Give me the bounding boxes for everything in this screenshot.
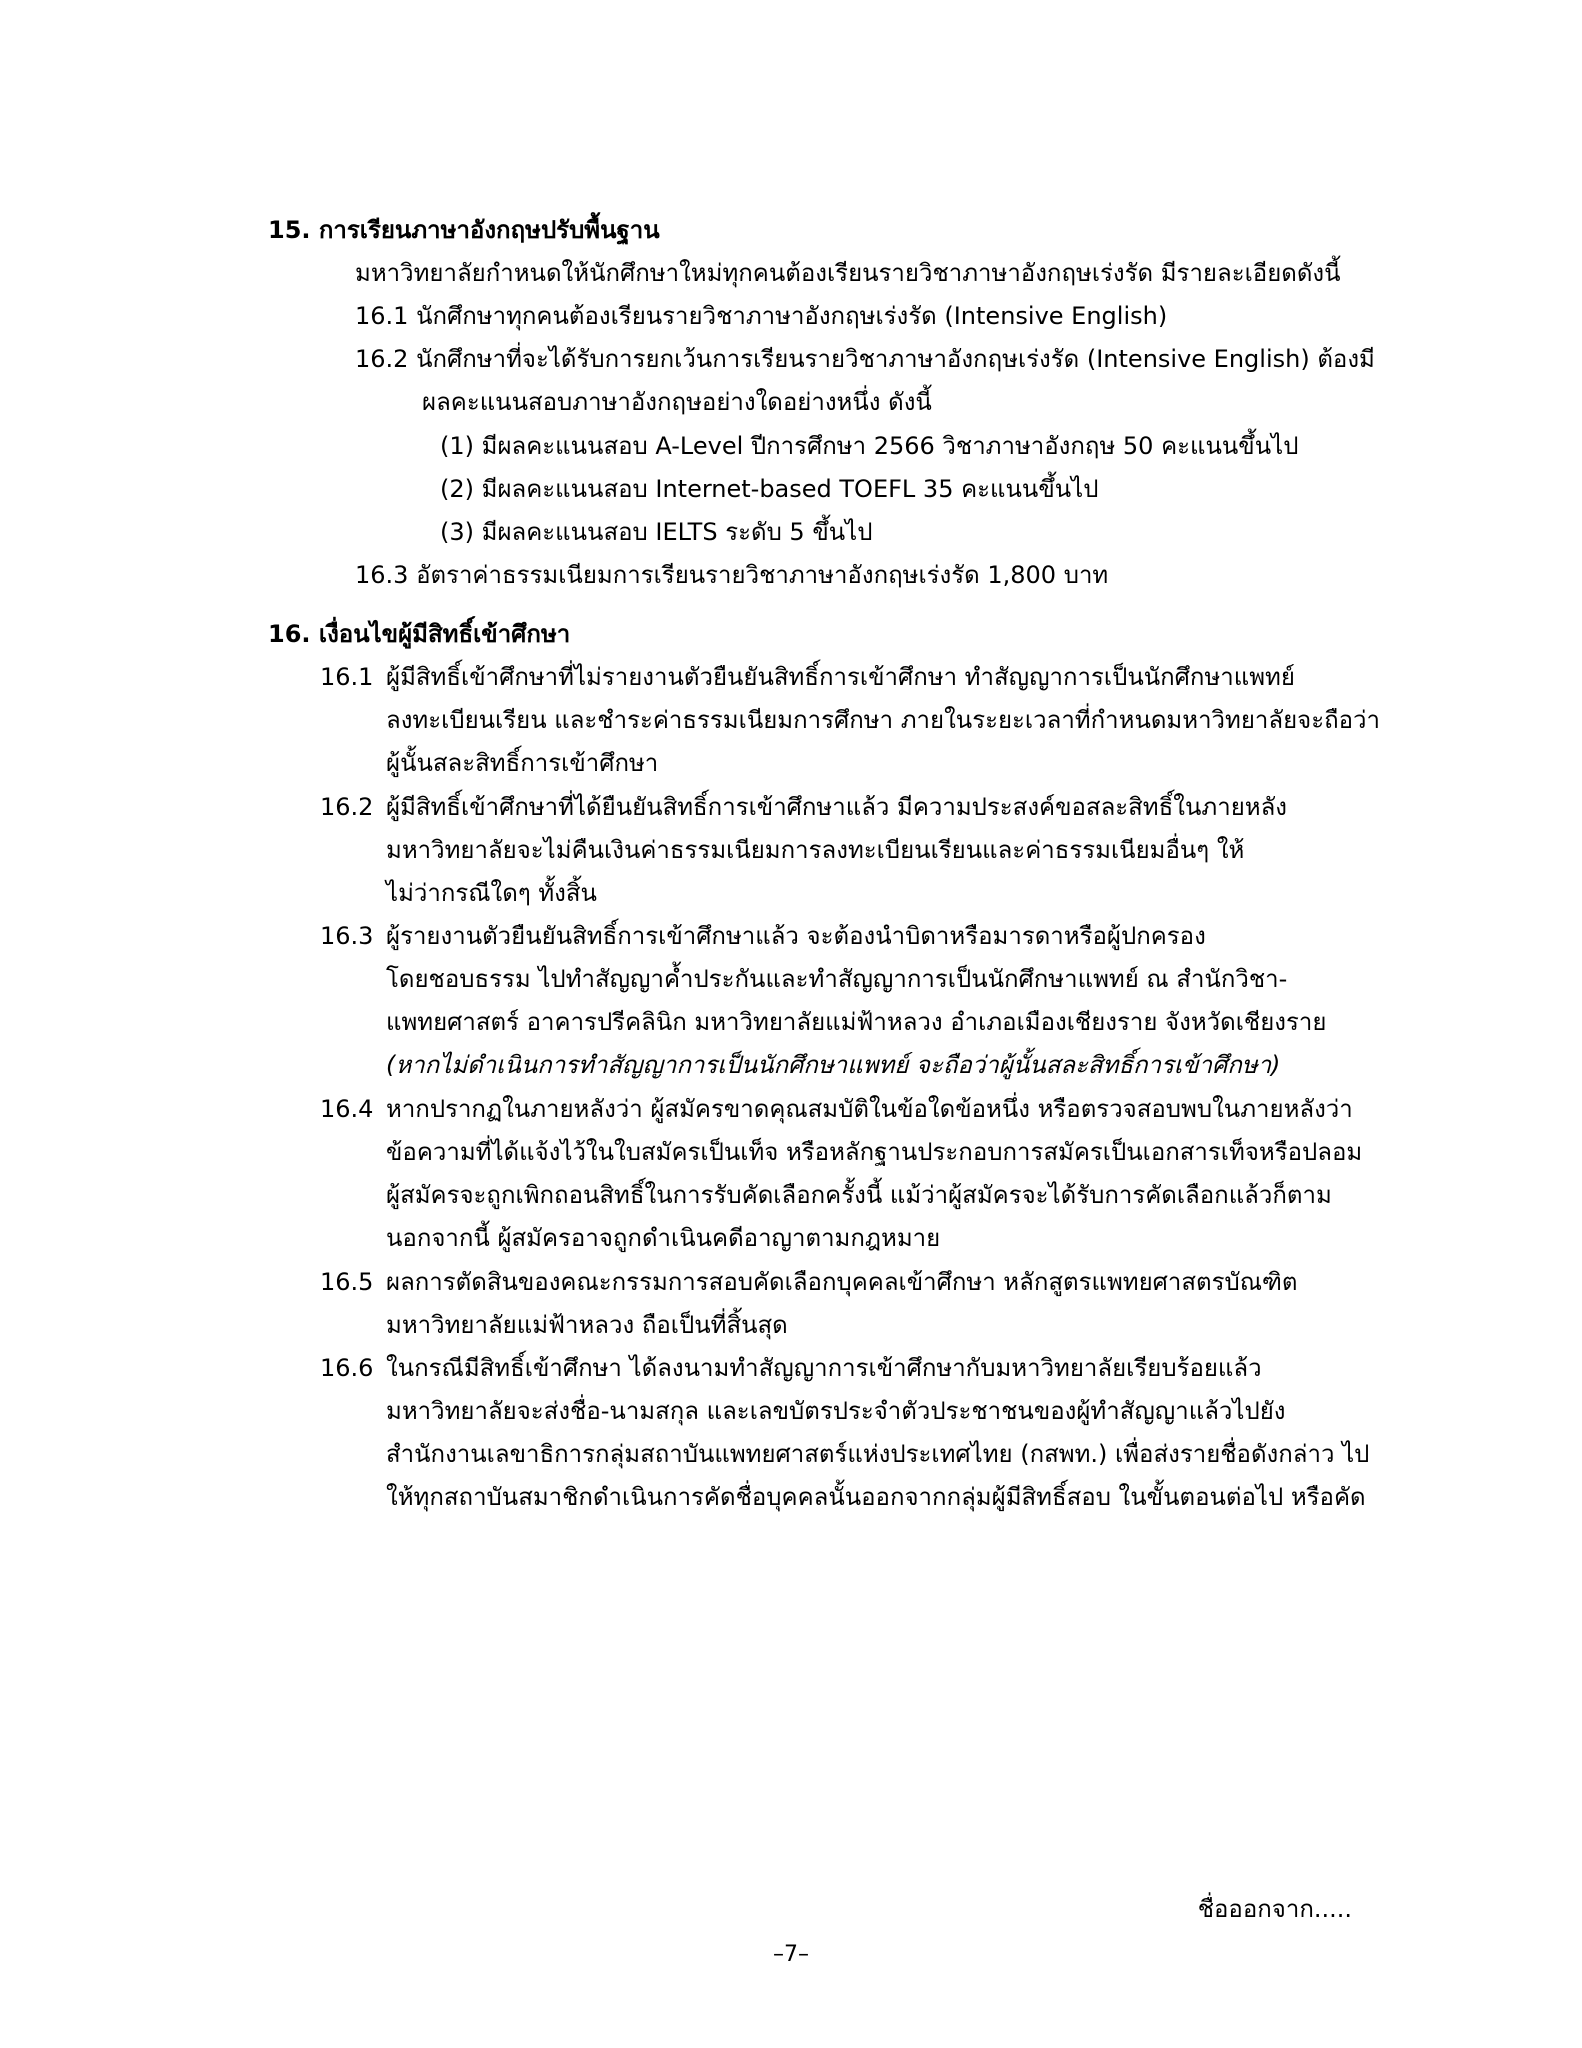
section-16-item-number: 16.6 xyxy=(320,1354,374,1382)
section-16-item-1-line: ผู้นั้นสละสิทธิ์การเข้าศึกษา xyxy=(386,749,659,777)
section-16-item-3-line: ผู้รายงานตัวยืนยันสิทธิ์การเข้าศึกษาแล้ว จะต้องนำบิดาหรือมารดาหรือผู้ปกครอง xyxy=(386,922,1206,950)
section-16-item-6-line: สำนักงานเลขาธิการกลุ่มสถาบันแพทยศาสตร์แห่งประเทศไทย (กสพท.) เพื่อส่งรายชื่อดังกล่าว ไป xyxy=(386,1440,1370,1468)
section-16-item-number: 16.4 xyxy=(320,1095,374,1123)
section-16-item-2-line: ไม่ว่ากรณีใดๆ ทั้งสิ้น xyxy=(386,879,597,907)
section-16-item-5-line: ผลการตัดสินของคณะกรรมการสอบคัดเลือกบุคคลเข้าศึกษา หลักสูตรแพทยศาสตรบัณฑิต xyxy=(386,1268,1298,1296)
section-16-item-number: 16.3 xyxy=(320,922,374,950)
section-15-item-2-line-2: ผลคะแนนสอบภาษาอังกฤษอย่างใดอย่างหนึ่ง ดังนี้ xyxy=(422,388,932,416)
section-16-item-4-line: นอกจากนี้ ผู้สมัครอาจถูกดำเนินคดีอาญาตามกฎหมาย xyxy=(386,1224,941,1252)
section-16-item-3-note: (หากไม่ดำเนินการทำสัญญาการเป็นนักศึกษาแพทย์ จะถือว่าผู้นั้นสละสิทธิ์การเข้าศึกษา) xyxy=(386,1051,1281,1079)
section-15-sub-item-1: (1) มีผลคะแนนสอบ A-Level ปีการศึกษา 2566 วิชาภาษาอังกฤษ 50 คะแนนขึ้นไป xyxy=(440,432,1299,460)
section-16-item-6-line: ให้ทุกสถาบันสมาชิกดำเนินการคัดชื่อบุคคลนั้นออกจากกลุ่มผู้มีสิทธิ์สอบ ในขั้นตอนต่อไป หรือคัด xyxy=(386,1483,1366,1511)
section-15-item-1: 16.1 นักศึกษาทุกคนต้องเรียนรายวิชาภาษาอังกฤษเร่งรัด (Intensive English) xyxy=(355,302,1168,330)
section-16-item-3-line: แพทยศาสตร์ อาคารปรีคลินิก มหาวิทยาลัยแม่ฟ้าหลวง อำเภอเมืองเชียงราย จังหวัดเชียงราย xyxy=(386,1008,1327,1036)
page-number: –7– xyxy=(773,1942,809,1967)
section-16-item-number: 16.1 xyxy=(320,663,374,691)
section-16-item-4-line: หากปรากฏในภายหลังว่า ผู้สมัครขาดคุณสมบัติในข้อใดข้อหนึ่ง หรือตรวจสอบพบในภายหลังว่า xyxy=(386,1095,1353,1123)
section-16-item-6-line: มหาวิทยาลัยจะส่งชื่อ-นามสกุล และเลขบัตรประจำตัวประชาชนของผู้ทำสัญญาแล้วไปยัง xyxy=(386,1397,1286,1425)
section-15-item-3: 16.3 อัตราค่าธรรมเนียมการเรียนรายวิชาภาษาอังกฤษเร่งรัด 1,800 บาท xyxy=(355,561,1109,589)
section-16-item-2-line: ผู้มีสิทธิ์เข้าศึกษาที่ได้ยืนยันสิทธิ์การเข้าศึกษาแล้ว มีความประสงค์ขอสละสิทธิ์ในภายหลัง xyxy=(386,793,1288,821)
section-16-item-4-line: ข้อความที่ได้แจ้งไว้ในใบสมัครเป็นเท็จ หรือหลักฐานประกอบการสมัครเป็นเอกสารเท็จหรือปลอม xyxy=(386,1138,1363,1166)
section-15-heading: 15. การเรียนภาษาอังกฤษปรับพื้นฐาน xyxy=(268,216,660,244)
continuation-text: ชื่อออกจาก..... xyxy=(1197,1895,1352,1923)
section-16-item-4-line: ผู้สมัครจะถูกเพิกถอนสิทธิ์ในการรับคัดเลือกครั้งนี้ แม้ว่าผู้สมัครจะได้รับการคัดเลือกแล้วก็ตาม xyxy=(386,1181,1332,1209)
section-15-intro: มหาวิทยาลัยกำหนดให้นักศึกษาใหม่ทุกคนต้องเรียนรายวิชาภาษาอังกฤษเร่งรัด มีรายละเอียดดังนี้ xyxy=(355,259,1341,287)
section-16-item-1-line: ผู้มีสิทธิ์เข้าศึกษาที่ไม่รายงานตัวยืนยันสิทธิ์การเข้าศึกษา ทำสัญญาการเป็นนักศึกษาแพทย์ xyxy=(386,663,1295,691)
section-15-sub-item-2: (2) มีผลคะแนนสอบ Internet-based TOEFL 35 คะแนนขึ้นไป xyxy=(440,475,1099,503)
section-16-item-number: 16.2 xyxy=(320,793,374,821)
section-16-item-6-line: ในกรณีมีสิทธิ์เข้าศึกษา ได้ลงนามทำสัญญาการเข้าศึกษากับมหาวิทยาลัยเรียบร้อยแล้ว xyxy=(386,1354,1262,1382)
section-16-heading: 16. เงื่อนไขผู้มีสิทธิ์เข้าศึกษา xyxy=(268,620,571,648)
section-15-item-2-line-1: 16.2 นักศึกษาที่จะได้รับการยกเว้นการเรียนรายวิชาภาษาอังกฤษเร่งรัด (Intensive English) ต้องมี xyxy=(355,345,1375,373)
section-16-item-2-line: มหาวิทยาลัยจะไม่คืนเงินค่าธรรมเนียมการลงทะเบียนเรียนและค่าธรรมเนียมอื่นๆ ให้ xyxy=(386,836,1245,864)
section-16-item-number: 16.5 xyxy=(320,1268,374,1296)
section-16-item-3-line: โดยชอบธรรม ไปทำสัญญาค้ำประกันและทำสัญญาการเป็นนักศึกษาแพทย์ ณ สำนักวิชา- xyxy=(386,965,1288,993)
section-16-item-5-line: มหาวิทยาลัยแม่ฟ้าหลวง ถือเป็นที่สิ้นสุด xyxy=(386,1311,788,1339)
section-15-sub-item-3: (3) มีผลคะแนนสอบ IELTS ระดับ 5 ขึ้นไป xyxy=(440,518,873,546)
section-16-item-1-line: ลงทะเบียนเรียน และชำระค่าธรรมเนียมการศึกษา ภายในระยะเวลาที่กำหนดมหาวิทยาลัยจะถือว่า xyxy=(386,706,1381,734)
